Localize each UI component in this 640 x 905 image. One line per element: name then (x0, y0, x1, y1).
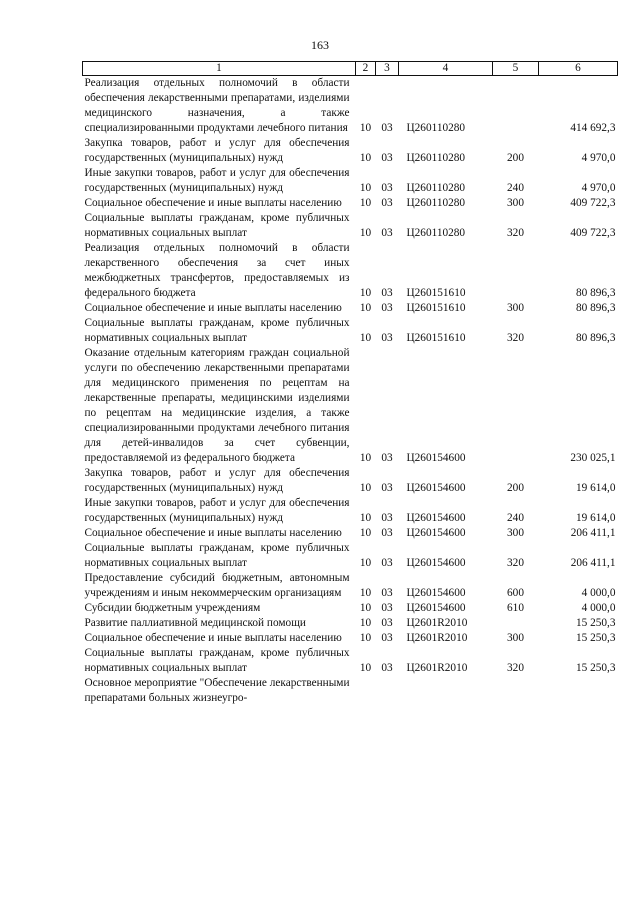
column-header-1: 1 (83, 62, 356, 76)
row-amount: 15 250,3 (575, 617, 616, 629)
row-subsection-code: 03 (381, 587, 393, 599)
row-target-article-code: Ц260151610 (406, 332, 466, 344)
row-section-code: 10 (359, 227, 372, 239)
row-amount: 80 896,3 (575, 287, 616, 299)
table-row (83, 541, 618, 571)
row-target-article-code: Ц260154600 (406, 527, 466, 539)
row-description: Социальное обеспечение и иные выплаты населению (84, 632, 342, 644)
table-row (83, 76, 618, 137)
row-section-code: 10 (359, 197, 372, 209)
row-subsection-code: 03 (381, 332, 393, 344)
row-description: Социальные выплаты гражданам, кроме публичных нормативных социальных выплат (84, 647, 350, 674)
row-description: Развитие паллиативной медицинской помощи (84, 617, 306, 629)
row-target-article-code: Ц260154600 (406, 482, 466, 494)
table-row (83, 526, 618, 541)
row-description: Социальные выплаты гражданам, кроме публичных нормативных социальных выплат (84, 542, 350, 569)
table-row (83, 571, 618, 601)
row-description: Социальные выплаты гражданам, кроме публичных нормативных социальных выплат (84, 212, 350, 239)
row-section-code: 10 (359, 302, 372, 314)
table-row (83, 196, 618, 211)
row-section-code: 10 (359, 662, 372, 674)
row-expense-type-code (493, 676, 539, 706)
row-expense-type-code: 200 (507, 152, 524, 164)
row-target-article-code: Ц260154600 (406, 452, 466, 464)
row-section-code: 10 (359, 527, 372, 539)
row-amount: 409 722,3 (570, 227, 616, 239)
row-description: Оказание отдельным категориям граждан социальной услуги по обеспечению лекарственными препаратами для медицинского применения по рецептам на лекарственные препараты, медицинскими изделиями по рецептам на медицинские изделия, а также специализированными продуктами лечебного питания для детей-инвалидов за счет субвенции, предоставляемой из федерального бюджета (84, 347, 350, 464)
row-amount: 206 411,1 (570, 557, 616, 569)
table-row (83, 166, 618, 196)
row-description: Закупка товаров, работ и услуг для обеспечения государственных (муниципальных) нужд (84, 137, 350, 164)
row-description: Иные закупки товаров, работ и услуг для обеспечения государственных (муниципальных) нужд (84, 497, 350, 524)
row-amount (539, 676, 618, 706)
row-section-code: 10 (359, 122, 372, 134)
budget-table (82, 61, 618, 706)
table-row (83, 646, 618, 676)
row-section-code: 10 (359, 587, 372, 599)
row-description: Основное мероприятие "Обеспечение лекарственными препаратами больных жизнеугро- (84, 677, 350, 704)
table-row (83, 346, 618, 466)
row-description: Субсидии бюджетным учреждениям (84, 602, 261, 614)
row-amount: 230 025,1 (570, 452, 616, 464)
row-expense-type-code: 320 (507, 332, 524, 344)
row-subsection-code: 03 (381, 632, 393, 644)
row-subsection-code: 03 (381, 617, 393, 629)
row-description: Предоставление субсидий бюджетным, автономным учреждениям и иным некоммерческим организациям (84, 572, 350, 599)
row-target-article-code: Ц2601R2010 (406, 617, 468, 629)
row-expense-type-code: 320 (507, 662, 524, 674)
row-expense-type-code (493, 346, 539, 466)
table-row (83, 601, 618, 616)
table-row (83, 316, 618, 346)
row-section-code: 10 (359, 602, 372, 614)
column-header-3: 3 (376, 62, 399, 76)
row-expense-type-code: 300 (507, 197, 524, 209)
row-amount: 409 722,3 (570, 197, 616, 209)
row-subsection-code: 03 (381, 302, 393, 314)
table-row (83, 496, 618, 526)
row-amount: 80 896,3 (575, 302, 616, 314)
row-amount: 80 896,3 (575, 332, 616, 344)
row-subsection-code: 03 (381, 452, 393, 464)
table-row (83, 616, 618, 631)
row-subsection-code: 03 (381, 287, 393, 299)
row-expense-type-code: 300 (507, 527, 524, 539)
row-amount: 414 692,3 (570, 122, 616, 134)
row-subsection-code: 03 (381, 482, 393, 494)
row-target-article-code: Ц260151610 (406, 287, 466, 299)
row-amount: 19 614,0 (575, 512, 616, 524)
row-expense-type-code: 300 (507, 302, 524, 314)
page-number: 163 (311, 38, 329, 52)
column-header-2: 2 (356, 62, 376, 76)
row-target-article-code: Ц260154600 (406, 512, 466, 524)
row-amount: 4 970,0 (581, 152, 616, 164)
row-subsection-code: 03 (381, 152, 393, 164)
row-subsection-code: 03 (381, 197, 393, 209)
row-description: Реализация отдельных полномочий в области обеспечения лекарственными препаратами, изделиями медицинского назначения, а также специализированными продуктами лечебного питания (84, 77, 350, 134)
row-subsection-code: 03 (381, 662, 393, 674)
row-amount: 19 614,0 (575, 482, 616, 494)
row-expense-type-code (493, 616, 539, 631)
row-expense-type-code: 300 (507, 632, 524, 644)
row-expense-type-code: 320 (507, 557, 524, 569)
row-subsection-code: 03 (381, 227, 393, 239)
row-subsection-code: 03 (381, 527, 393, 539)
row-expense-type-code (493, 76, 539, 137)
row-expense-type-code: 600 (507, 587, 524, 599)
row-amount: 4 970,0 (581, 182, 616, 194)
row-description: Социальное обеспечение и иные выплаты населению (84, 302, 342, 314)
table-row (83, 631, 618, 646)
row-subsection-code: 03 (381, 602, 393, 614)
row-section-code: 10 (359, 482, 372, 494)
row-amount: 15 250,3 (575, 632, 616, 644)
row-description: Закупка товаров, работ и услуг для обеспечения государственных (муниципальных) нужд (84, 467, 350, 494)
row-section-code: 10 (359, 512, 372, 524)
row-description: Реализация отдельных полномочий в области лекарственного обеспечения за счет иных межбюджетных трансфертов, предоставляемых из федерального бюджета (84, 242, 350, 299)
row-target-article-code (399, 676, 493, 706)
table-row (83, 466, 618, 496)
row-target-article-code: Ц2601R2010 (406, 662, 468, 674)
table-row (83, 301, 618, 316)
row-amount: 4 000,0 (581, 587, 616, 599)
row-expense-type-code (493, 241, 539, 301)
row-expense-type-code: 200 (507, 482, 524, 494)
row-section-code: 10 (359, 557, 372, 569)
table-row (83, 241, 618, 301)
column-header-6: 6 (539, 62, 618, 76)
row-section-code: 10 (359, 152, 372, 164)
row-description: Социальное обеспечение и иные выплаты населению (84, 197, 342, 209)
row-amount: 206 411,1 (570, 527, 616, 539)
row-expense-type-code: 320 (507, 227, 524, 239)
row-amount: 4 000,0 (581, 602, 616, 614)
row-target-article-code: Ц260110280 (406, 122, 466, 134)
table-header (83, 62, 618, 76)
header-row (83, 62, 618, 76)
column-header-5: 5 (493, 62, 539, 76)
column-header-4: 4 (399, 62, 493, 76)
row-amount: 15 250,3 (575, 662, 616, 674)
row-section-code: 10 (359, 332, 372, 344)
row-section-code: 10 (359, 452, 372, 464)
row-section-code: 10 (359, 287, 372, 299)
row-expense-type-code: 610 (507, 602, 524, 614)
row-description: Социальные выплаты гражданам, кроме публичных нормативных социальных выплат (84, 317, 350, 344)
table-row (83, 676, 618, 706)
row-subsection-code: 03 (381, 182, 393, 194)
row-target-article-code: Ц2601R2010 (406, 632, 468, 644)
row-description: Иные закупки товаров, работ и услуг для обеспечения государственных (муниципальных) нужд (84, 167, 350, 194)
table-body (83, 76, 618, 707)
row-section-code (356, 676, 376, 706)
table-row (83, 211, 618, 241)
row-target-article-code: Ц260110280 (406, 227, 466, 239)
row-subsection-code: 03 (381, 512, 393, 524)
row-target-article-code: Ц260110280 (406, 152, 466, 164)
row-section-code: 10 (359, 617, 372, 629)
row-subsection-code: 03 (381, 557, 393, 569)
row-target-article-code: Ц260154600 (406, 557, 466, 569)
row-expense-type-code: 240 (507, 512, 524, 524)
row-section-code: 10 (359, 632, 372, 644)
row-description: Социальное обеспечение и иные выплаты населению (84, 527, 342, 539)
row-target-article-code: Ц260110280 (406, 197, 466, 209)
row-subsection-code (376, 676, 399, 706)
table-row (83, 136, 618, 166)
row-target-article-code: Ц260154600 (406, 602, 466, 614)
row-expense-type-code: 240 (507, 182, 524, 194)
row-subsection-code: 03 (381, 122, 393, 134)
row-target-article-code: Ц260154600 (406, 587, 466, 599)
row-target-article-code: Ц260151610 (406, 302, 466, 314)
row-target-article-code: Ц260110280 (406, 182, 466, 194)
row-section-code: 10 (359, 182, 372, 194)
